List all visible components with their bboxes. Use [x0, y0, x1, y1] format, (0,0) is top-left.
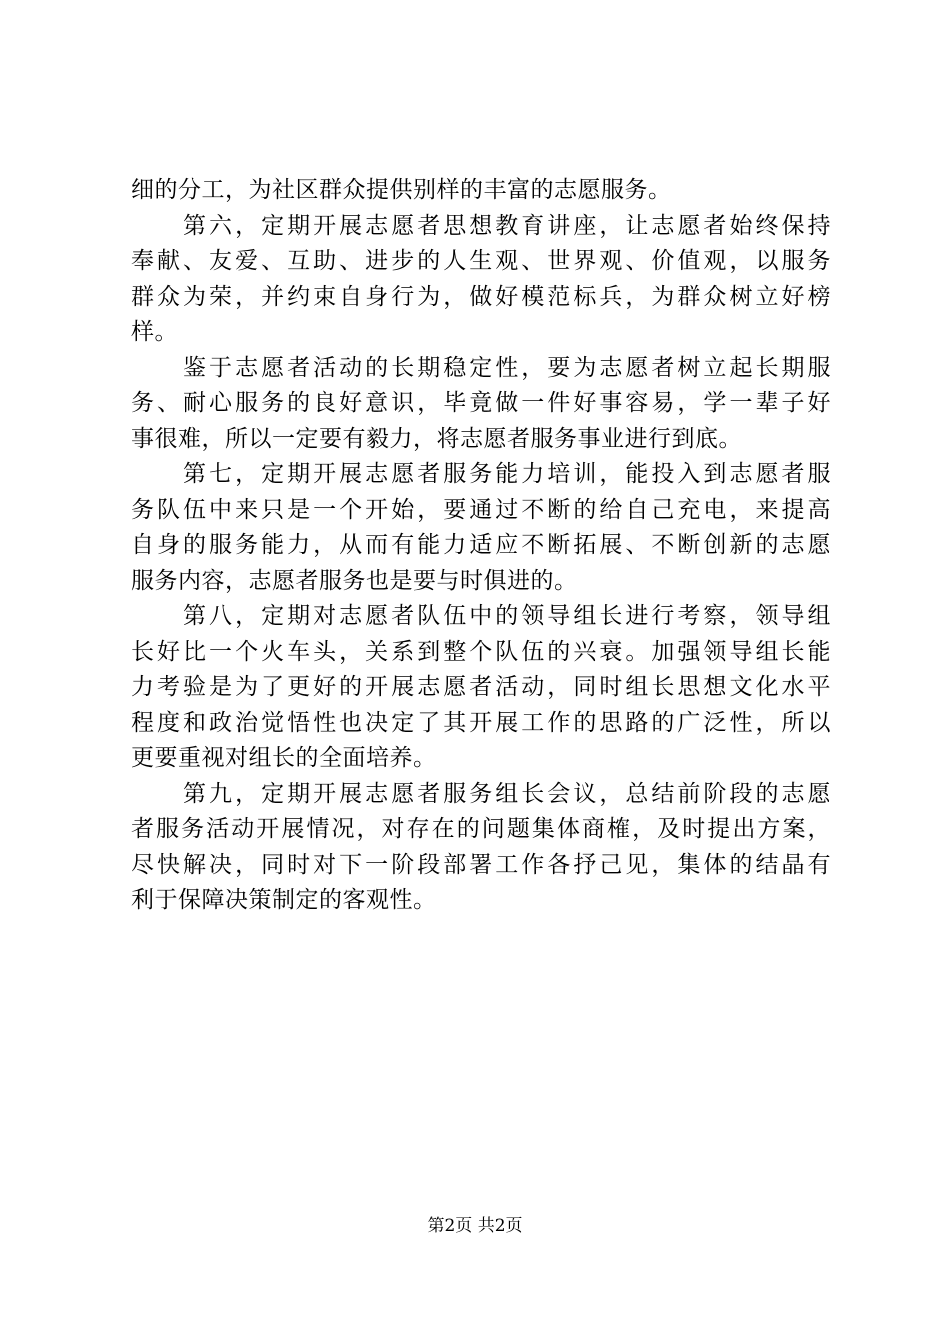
text-line: 尽快解决，同时对下一阶段部署工作各抒己见，集体的结晶有 — [131, 851, 831, 878]
text-line: 群众为荣，并约束自身行为，做好模范标兵，为群众树立好榜 — [131, 283, 831, 310]
text-line: 长好比一个火车头，关系到整个队伍的兴衰。加强领导组长能 — [131, 638, 831, 665]
text-line: 第八，定期对志愿者队伍中的领导组长进行考察，领导组 — [131, 603, 831, 629]
text-line: 利于保障决策制定的客观性。 — [131, 887, 437, 913]
text-line: 鉴于志愿者活动的长期稳定性，要为志愿者树立起长期服 — [131, 354, 831, 381]
text-line: 样。 — [131, 319, 178, 345]
text-line: 事很难，所以一定要有毅力，将志愿者服务事业进行到底。 — [131, 425, 742, 452]
text-line: 第六，定期开展志愿者思想教育讲座，让志愿者始终保持 — [131, 212, 831, 239]
text-line: 务、耐心服务的良好意识，毕竟做一件好事容易，学一辈子好 — [131, 390, 831, 416]
text-line: 自身的服务能力，从而有能力适应不断拓展、不断创新的志愿 — [131, 532, 831, 558]
text-line: 服务内容，志愿者服务也是要与时俱进的。 — [131, 567, 578, 594]
text-line: 第九，定期开展志愿者服务组长会议，总结前阶段的志愿 — [131, 780, 831, 807]
text-line: 务队伍中来只是一个开始，要通过不断的给自己充电，来提高 — [131, 496, 831, 523]
text-line: 力考验是为了更好的开展志愿者活动，同时组长思想文化水平 — [131, 674, 831, 700]
text-line: 更要重视对组长的全面培养。 — [131, 745, 437, 771]
text-line: 者服务活动开展情况，对存在的问题集体商榷，及时提出方案， — [131, 816, 831, 842]
page-footer: 第2页 共2页 — [427, 1216, 523, 1236]
text-line: 程度和政治觉悟性也决定了其开展工作的思路的广泛性，所以 — [131, 709, 831, 736]
body-text — [131, 173, 831, 919]
text-line: 第七，定期开展志愿者服务能力培训，能投入到志愿者服 — [131, 461, 831, 487]
text-line: 细的分工，为社区群众提供别样的丰富的志愿服务。 — [131, 177, 672, 203]
text-line: 奉献、友爱、互助、进步的人生观、世界观、价值观，以服务 — [131, 248, 831, 274]
